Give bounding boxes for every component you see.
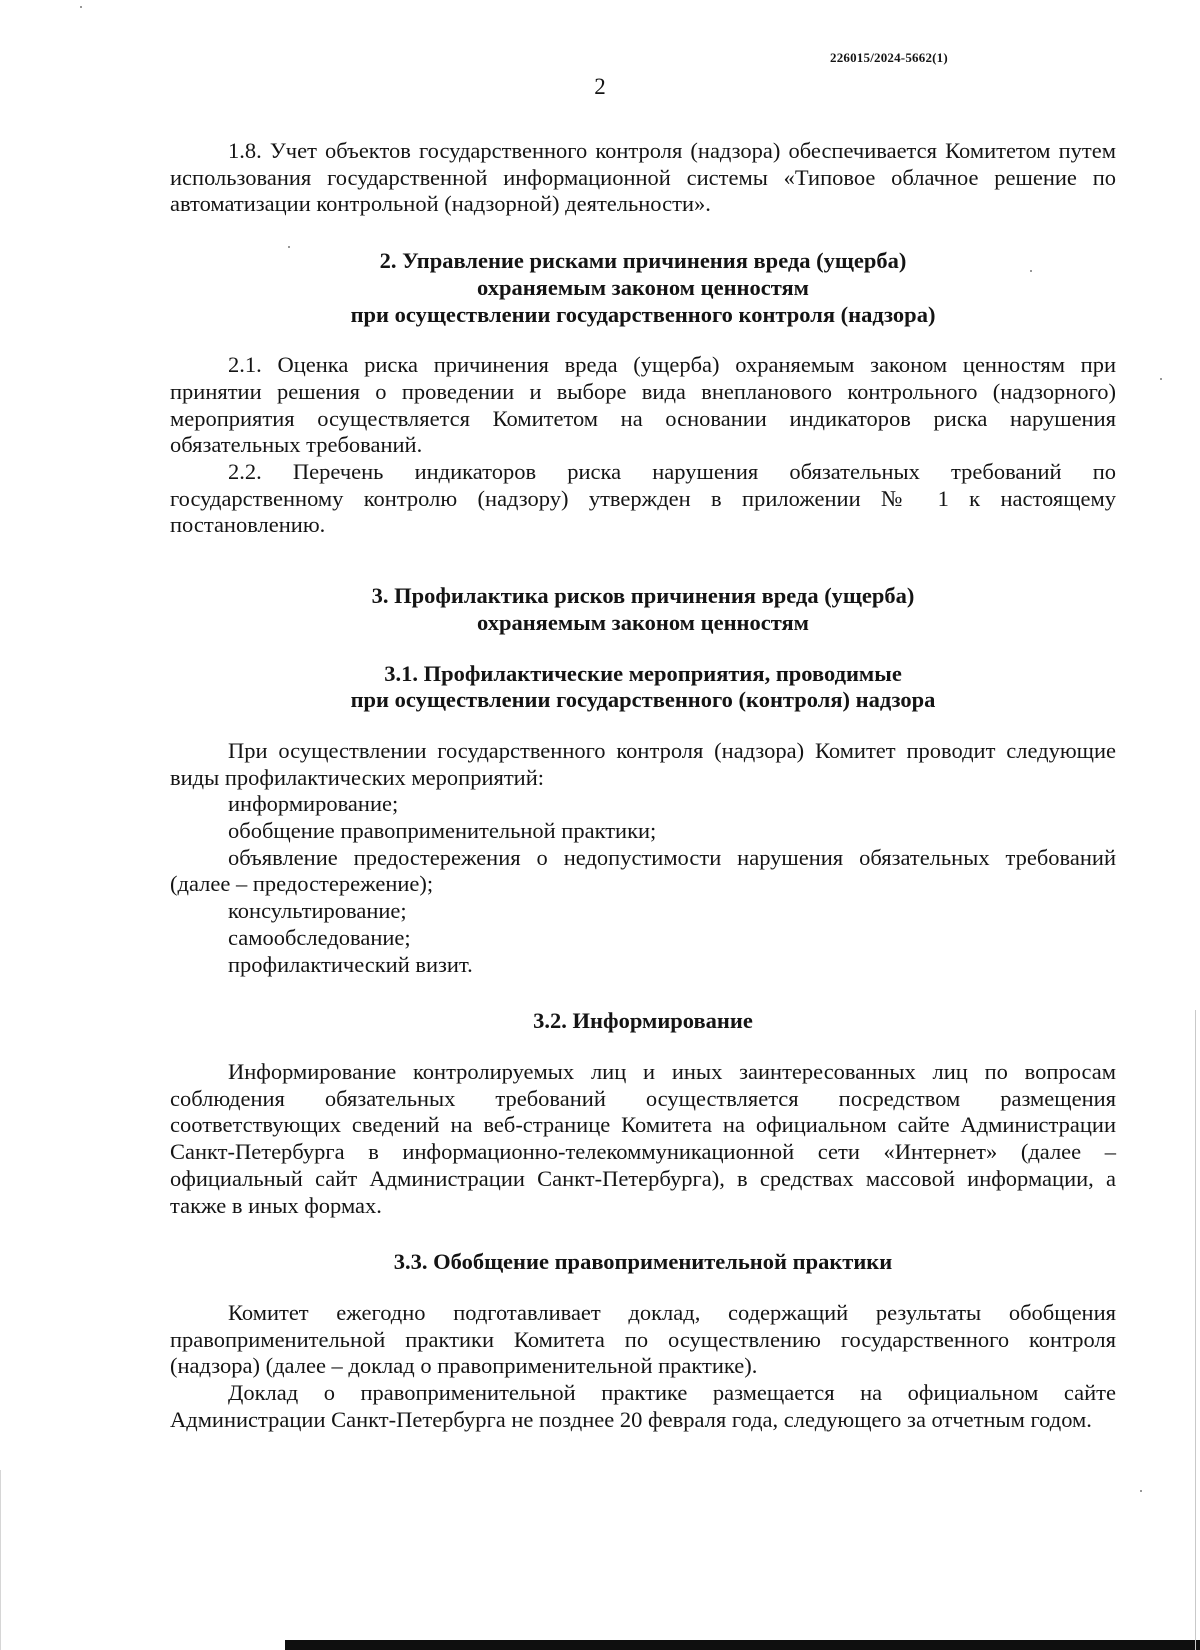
section-2-heading-line3: при осуществлении государственного контроля (надзора) [350, 301, 936, 327]
list-item: информирование; [228, 791, 399, 817]
scan-speck [288, 246, 290, 248]
list-item: обобщение правоприменительной практики; [228, 818, 657, 844]
page-number: 2 [594, 74, 606, 99]
subsection-3-1-heading [170, 661, 1116, 714]
subsection-3-1-heading-line2: при осуществлении государственного (контроля) надзора [350, 687, 936, 713]
subsection-3-1-heading-line1: 3.1. Профилактические мероприятия, проводимые [384, 660, 902, 686]
subsection-3-3-heading: 3.3. Обобщение правоприменительной практики [393, 1249, 893, 1275]
paragraph-3-2: Информирование контролируемых лиц и иных заинтересованных лиц по вопросам соблюдения обязательных требований осуществляется посредством размещения соответствующих сведений на веб-странице Комитета на официальном сайте Администрации Санкт-Петербурга в информационно-телекоммуникационной сети «Интернет» (далее – официальный сайт Администрации Санкт-Петербурга), в средствах массовой информации, а также в иных формах. [170, 1058, 1116, 1218]
document-body [170, 138, 1116, 1433]
list-item: объявление предостережения о недопустимости нарушения обязательных требований (далее – предостережение); [170, 844, 1116, 897]
document-registration-number: 226015/2024-5662(1) [830, 50, 948, 65]
section-2-heading-line1: 2. Управление рисками причинения вреда (ущерба) [379, 248, 907, 274]
section-3-heading-line1: 3. Профилактика рисков причинения вреда (ущерба) [371, 583, 915, 609]
scan-speck [80, 6, 82, 8]
paragraph-3-3-a: Комитет ежегодно подготавливает доклад, содержащий результаты обобщения правоприменительной практики Комитета по осуществлению государственного контроля (надзора) (далее – доклад о правоприменительной практике). [170, 1299, 1116, 1379]
scan-left-edge [0, 1470, 1, 1650]
scan-speck [1160, 378, 1162, 380]
paragraph-2-2: 2.2. Перечень индикаторов риска нарушения обязательных требований по государственному контролю (надзору) утвержден в приложении № 1 к настоящему постановлению. [170, 459, 1116, 538]
list-item: профилактический визит. [228, 951, 473, 977]
section-3-heading-line2: охраняемым законом ценностям [477, 609, 809, 635]
paragraph-1-8: 1.8. Учет объектов государственного контроля (надзора) обеспечивается Комитетом путем использования государственной информационной системы «Типовое облачное решение по автоматизации контрольной (надзорной) деятельности». [170, 138, 1116, 217]
scan-border-bar [285, 1640, 1200, 1650]
section-2-heading-line2: охраняемым законом ценностям [477, 274, 809, 300]
paragraph-3-1-intro: При осуществлении государственного контроля (надзора) Комитет проводит следующие виды профилактических мероприятий: [170, 737, 1116, 790]
subsection-3-2-heading: 3.2. Информирование [533, 1008, 753, 1034]
list-item: самообследование; [228, 924, 411, 950]
scan-speck [1140, 1490, 1142, 1492]
list-item: консультирование; [228, 898, 407, 924]
scan-speck [1030, 270, 1032, 272]
section-3-heading [170, 583, 1116, 636]
paragraph-2-1: 2.1. Оценка риска причинения вреда (ущерба) охраняемым законом ценностям при принятии решения о проведении и выборе вида внепланового контрольного (надзорного) мероприятия осуществляется Комитетом на основании индикаторов риска нарушения обязательных требований. [170, 352, 1116, 458]
scan-right-edge [1195, 1010, 1196, 1650]
section-2-heading [170, 248, 1116, 328]
paragraph-3-3-b: Доклад о правоприменительной практике размещается на официальном сайте Администрации Санкт-Петербурга не позднее 20 февраля года, следующего за отчетным годом. [170, 1380, 1116, 1432]
